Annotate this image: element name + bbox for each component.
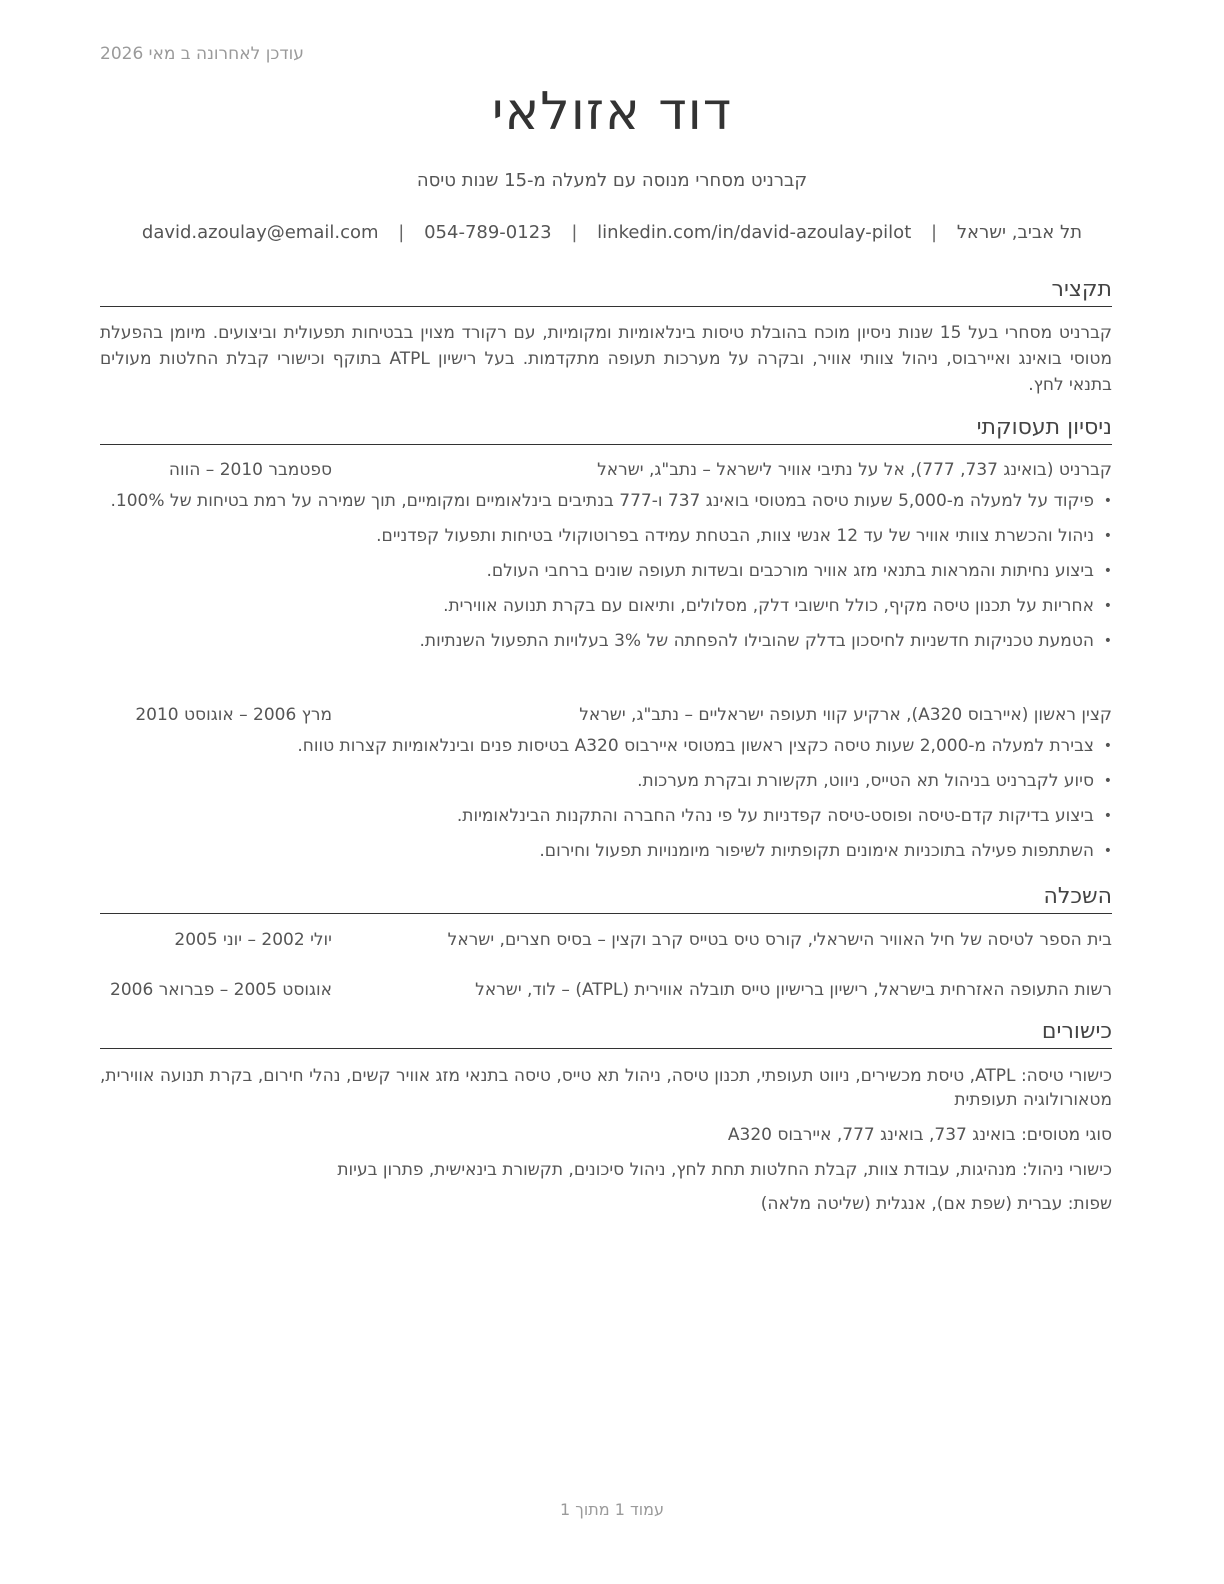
job-header bbox=[100, 702, 1112, 728]
last-updated-date: עודכן לאחרונה ב מאי 2026 bbox=[100, 44, 304, 64]
job-bullet: • ניהול והכשרת צוותי אוויר של עד 12 אנשי צוות, הבטחת עמידה בפרוטוקולי בטיחות ותפעול קפדניים. bbox=[100, 523, 1112, 549]
job-bullet: • השתתפות פעילה בתוכניות אימונים תקופתיות לשיפור מיומנויות תפעול וחירום. bbox=[100, 838, 1112, 864]
job-bullet: • פיקוד על למעלה מ-5,000 שעות טיסה במטוסי בואינג 737 ו-777 בנתיבים בינלאומיים ומקומיים, תוך שמירה על רמת בטיחות של 100%. bbox=[100, 488, 1112, 514]
job-bullets bbox=[100, 488, 1112, 663]
contact-separator: | bbox=[398, 222, 405, 243]
job-bullet: • ביצוע בדיקות קדם-טיסה ופוסט-טיסה קפדניות על פי נהלי החברה והתקנות הבינלאומיות. bbox=[100, 803, 1112, 829]
education-title: בית הספר לטיסה של חיל האוויר הישראלי, קורס טיס בטייס קרב וקצין – בסיס חצרים, ישראל bbox=[447, 930, 1112, 950]
contact-location: תל אביב, ישראל bbox=[956, 222, 1083, 243]
contact-separator: | bbox=[931, 222, 938, 243]
contact-separator: | bbox=[571, 222, 578, 243]
summary-text: קברניט מסחרי בעל 15 שנות ניסיון מוכח בהובלת טיסות בינלאומיות ומקומיות, עם רקורד מצוין בבטיחות תפעולית וביצועים. מיומן בהפעלת מטוסי בואינג ואיירבוס, ניהול צוותי אוויר, ובקרה על מערכות תעופה מתקדמות. בעל רישיון ATPL בתוקף וכישורי קבלת החלטות מעולים בתנאי לחץ. bbox=[100, 323, 1112, 395]
skill-line-aircraft: סוגי מטוסים: בואינג 737, בואינג 777, איירבוס A320 bbox=[727, 1125, 1112, 1145]
skills-section-title: כישורים bbox=[100, 1018, 1112, 1049]
candidate-name: דוד אזולאי bbox=[491, 82, 733, 142]
summary-section-title: תקציר bbox=[100, 276, 1112, 307]
skill-line-languages: שפות: עברית (שפת אם), אנגלית (שליטה מלאה) bbox=[760, 1194, 1112, 1214]
education-dates: יולי 2002 – יוני 2005 bbox=[174, 930, 332, 950]
job-dates: מרץ 2006 – אוגוסט 2010 bbox=[135, 705, 332, 725]
education-section-title: השכלה bbox=[100, 883, 1112, 914]
education-title: רשות התעופה האזרחית בישראל, רישיון ברישיון טייס תובלה אווירית (ATPL) – לוד, ישראל bbox=[475, 980, 1112, 1000]
job-header bbox=[100, 457, 1112, 483]
job-title: קצין ראשון (איירבוס A320), ארקיע קווי תעופה ישראליים – נתב"ג, ישראל bbox=[579, 705, 1112, 725]
job-dates: ספטמבר 2010 – הווה bbox=[168, 460, 332, 480]
contact-phone[interactable]: 054-789-0123 bbox=[424, 222, 552, 243]
contact-email[interactable]: david.azoulay@email.com bbox=[141, 222, 379, 243]
job-bullet: • הטמעת טכניקות חדשניות לחיסכון בדלק שהובילו להפחתה של 3% בעלויות התפעול השנתיות. bbox=[100, 628, 1112, 654]
tagline: קברניט מסחרי מנוסה עם למעלה מ-15 שנות טיסה bbox=[416, 170, 808, 191]
contact-linkedin[interactable]: linkedin.com/in/david-azoulay-pilot bbox=[597, 222, 912, 243]
job-bullet: • צבירת למעלה מ-2,000 שעות טיסה כקצין ראשון במטוסי איירבוס A320 בטיסות פנים ובינלאומיות קצרות טווח. bbox=[100, 733, 1112, 759]
job-bullet: • סיוע לקברניט בניהול תא הטייס, ניווט, תקשורת ובקרת מערכות. bbox=[100, 768, 1112, 794]
contact-line bbox=[0, 222, 1224, 243]
education-item bbox=[100, 977, 1112, 1003]
experience-section-title: ניסיון תעסוקתי bbox=[100, 414, 1112, 445]
education-item bbox=[100, 927, 1112, 953]
skill-line-flight: כישורי טיסה: ATPL, טיסת מכשירים, ניווט תעופתי, תכנון טיסה, ניהול תא טייס, טיסה בתנאי מזג אוויר קשים, נהלי חירום, בקרת תנועה אווירית, מטאורולוגיה תעופתית bbox=[100, 1066, 1112, 1110]
skill-line-management: כישורי ניהול: מנהיגות, עבודת צוות, קבלת החלטות תחת לחץ, ניהול סיכונים, תקשורת בינאישית, פתרון בעיות bbox=[337, 1160, 1112, 1180]
page-number: עמוד 1 מתוך 1 bbox=[560, 1500, 664, 1519]
job-title: קברניט (בואינג 737, 777), אל על נתיבי אוויר לישראל – נתב"ג, ישראל bbox=[597, 460, 1112, 480]
job-bullet: • אחריות על תכנון טיסה מקיף, כולל חישובי דלק, מסלולים, ותיאום עם בקרת תנועה אווירית. bbox=[100, 593, 1112, 619]
job-bullets bbox=[100, 733, 1112, 873]
education-dates: אוגוסט 2005 – פברואר 2006 bbox=[110, 980, 332, 1000]
job-bullet: • ביצוע נחיתות והמראות בתנאי מזג אוויר מורכבים ובשדות תעופה שונים ברחבי העולם. bbox=[100, 558, 1112, 584]
